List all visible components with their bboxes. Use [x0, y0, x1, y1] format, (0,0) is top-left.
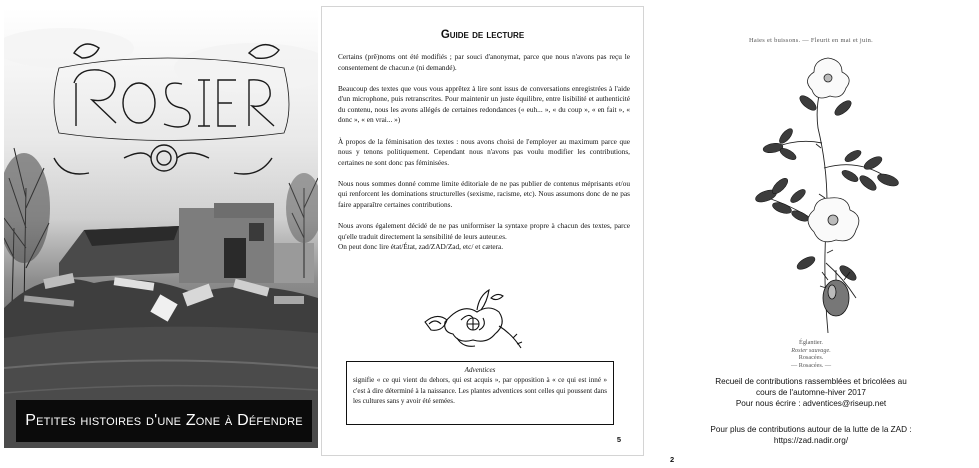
- cover-title-banner: [16, 400, 312, 442]
- guide-body: [338, 52, 630, 253]
- guide-paragraph: À propos de la féminisation des textes : nous avons choisi de l'employer au maximum parce que nous y tenons politiquement. Cependant nous n'avons pas voulu modifier les contributions, certaines ne sont donc pas féminisées.: [338, 136, 630, 167]
- guide-paragraph: Nous nous sommes donné comme limite éditoriale de ne pas publier de contenus méprisants et/ou qui renforcent les dominations structurelles (sexisme, racisme, etc). Nous assumons donc de ne pas faire apparaître certaines contributions.: [338, 178, 630, 210]
- caption-name: Églantier.: [799, 339, 823, 346]
- rose-flower: [808, 198, 859, 242]
- cover-page: [4, 8, 318, 448]
- guide-heading: Guide de lecture: [440, 29, 525, 41]
- guide-paragraph: Nous avons également décidé de ne pas uniformiser la syntaxe propre à chacun des textes, parce qu'elle traduit directement la sensibilité de leurs auteur.es.: [338, 221, 630, 241]
- more-link: https://zad.nadir.org/: [773, 436, 849, 446]
- cover-photo: [4, 8, 318, 448]
- credits-line: Pour nous écrire : adventices@riseup.net: [735, 399, 887, 409]
- caption-latin: Rosier sauvage.: [791, 346, 831, 354]
- rose-flower: [807, 58, 849, 98]
- credits-block: [648, 376, 974, 410]
- page-number: 2: [670, 455, 675, 464]
- rosier-title-art: [54, 44, 289, 174]
- page-number: 5: [616, 435, 621, 444]
- more-line: Pour plus de contributions autour de la lutte de la ZAD :: [710, 425, 912, 434]
- guide-paragraph: Certains (prê)noms ont été modifiés ; par souci d'anonymat, parce que nous n'avons pas reçu le consentement de chacun.e (ni demandé).: [338, 52, 630, 72]
- credits-line: cours de l'automne-hiver 2017: [756, 388, 866, 398]
- guide-paragraph: Beaucoup des textes que vous vous apprêtez à lire sont issus de conversations enregistrées à l'aide d'un microphone, puis retranscrites. Pour maintenir un juste équilibre, entre lisibilité et authenticité du contenu, nous les avons allégés de certaines redondances (« euh... », « du coup », « en fait », « donc », « en vrai... »): [338, 83, 630, 125]
- guide-paragraph: On peut donc lire état/État, zad/ZAD/Zad, etc/ et cætera.: [338, 242, 504, 252]
- more-contributions-block: [648, 424, 974, 446]
- rose-sketch-illustration: [417, 282, 527, 357]
- guide-page: [321, 6, 644, 456]
- botany-page: [648, 6, 974, 461]
- eglantine-botanical-plate: [718, 48, 908, 338]
- plate-header: Haies et buissons. — Fleurit en mai et juin.: [749, 37, 873, 44]
- credits-line: Recueil de contributions rassemblées et bricolées au: [715, 377, 907, 386]
- plate-caption: [648, 339, 974, 369]
- caption-group: — Rosacées. —: [790, 361, 832, 369]
- caption-family: Rosacées.: [798, 354, 824, 362]
- ruined-barn: [59, 203, 314, 283]
- definition-title: Adventices: [464, 366, 496, 374]
- definition-text: signifie « ce qui vient du dehors, qui est acquis », par opposition à « ce qui est inné » c'est à dire déterminé à la naissance. Les plantes adventices sont celles qui poussent dans les cultures sans y avoir été semées.: [353, 376, 607, 405]
- definition-box: [346, 361, 614, 425]
- cover-subtitle: Petites histoires d'une Zone à Défendre: [25, 412, 303, 429]
